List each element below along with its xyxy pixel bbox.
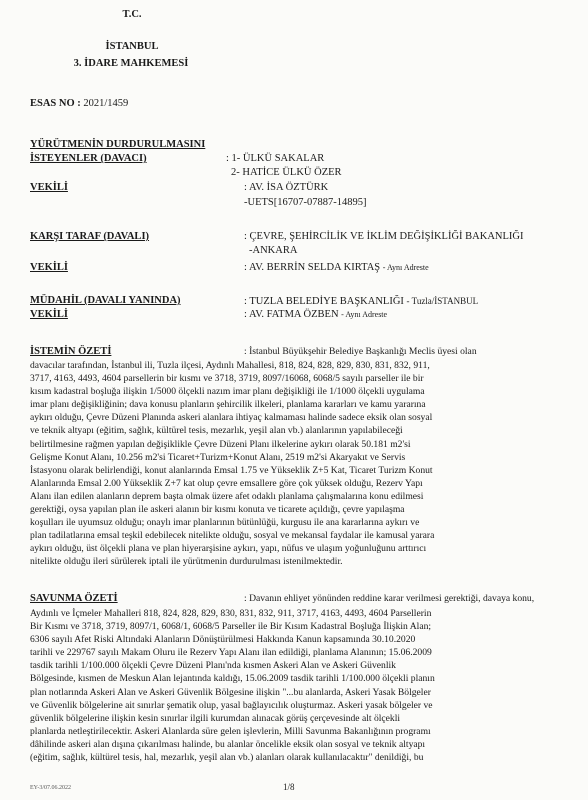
plaintiffs-label: İSTEYENLER (DAVACI) [30,153,147,164]
claim-summary-first-line: : İstanbul Büyükşehir Belediye Başkanlığı Meclis üyesi olan [244,346,477,357]
request-block [30,139,570,179]
claim-line: imar planı değişikliğinin; dava konusu planların şehircilik ilkeleri, planlama kararları ve kamu yararına [30,399,426,411]
intervenor-counsel-person: : AV. FATMA ÖZBEN [244,309,339,320]
intervenor-location: - Tuzla/İSTANBUL [406,296,479,306]
defense-line: (eğitim, sağlık, kültürel tesis, hal, mezarlık, yeşil alan vb.) alanları olarak kullanılacaktır" denildiği, bu [30,752,424,764]
claim-line: Gelişme Konut Alanı, 10.256 m2'si Ticaret+Turizm+Konut Alanı, 2519 m2'si Akaryakıt ve Servis [30,451,406,463]
defendant-city: -ANKARA [249,245,298,256]
defense-summary-first-line: : Davanın ehliyet yönünden reddine karar verilmesi gerektiği, davaya konu, [244,593,535,604]
defense-line: 6306 sayılı Afet Riski Altındaki Alanların Dönüştürülmesi Hakkında Kanun kapsamında 30.10.2020 [30,634,416,646]
defendant-name: : ÇEVRE, ŞEHİRCİLİK VE İKLİM DEĞİŞİKLİĞİ BAKANLIĞI [244,231,524,242]
intervenor-label: MÜDAHİL (DAVALI YANINDA) [30,295,181,306]
claim-line: aykırı olduğu, Çevre Düzeni Planında askeri alanlara ihtiyaç kalmaması halinde sadece eksik olan sosyal [30,412,433,424]
defense-line: ve Güvenlik bölgelerine ait sınırlar şematik olup, yasal bağlayıcılık oluşturmaz. Askeri yasak bölgeler ve [30,699,433,711]
defense-line: Bir Kısmı ve 3718, 3719, 8097/1, 6068/1, 6068/5 Parseller ile Bir Kısım Kadastral Boşluğa İlişkin Alan; [30,621,432,633]
plaintiff-counsel-label: VEKİLİ [30,182,68,193]
claim-line: belirtilmesine rağmen yapılan değişiklikle Çevre Düzeni Planı ilkelerine aykırı olarak 50.181 m2'si [30,438,411,450]
claim-line: davacılar tarafından, İstanbul ili, Tuzla ilçesi, Aydınlı Mahallesi, 818, 824, 828, 829, 830, 831, 832, 911, [30,360,430,371]
republic-heading: T.C. [122,9,142,20]
intervenor-block [30,295,570,325]
defense-line: Aydınlı ve İçmeler Mahalleri 818, 824, 828, 829, 830, 831, 832, 911, 3717, 4163, 4493, 4604 Parsellerin [30,608,432,619]
city-heading: İSTANBUL [105,41,159,52]
esas-value: 2021/1459 [83,98,129,109]
case-number [30,98,128,111]
defendant-counsel-person: : AV. BERRİN SELDA KIRTAŞ [244,262,381,273]
claim-line: gerektiği, oysa yapılan plan ile askeri alanın bir kısmı konuta ve ticarete açıldığı, çevre yapılaşma [30,504,405,516]
form-code: EY-3/07.06.2022 [30,785,71,791]
claim-line: İstasyonu olarak belirlendiği, konut alanlarında Emsal 1.75 ve Yükseklik Z+5 Kat, Ticaret Turizm Konut [30,464,433,476]
intervenor-counsel-note: - Aynı Adreste [341,310,388,319]
claim-line: Alanı ilan edilen alanların deprem başta olmak üzere afet odaklı planlama çalışmalarına konu edilmesi [30,490,424,502]
claim-summary-label: İSTEMİN ÖZETİ [30,346,112,357]
defense-summary-body [30,607,568,764]
claim-line: nitelikte olduğu ileri sürülerek iptali ile yürütmenin durdurulması istenilmektedir. [30,556,343,568]
defense-line: tarihli ve 229767 sayılı Makam Oluru ile Rezerv Yapı Alanı ilan edildiği, planlama Alanının; 15.06.2009 [30,647,432,659]
claim-line: ve teknik altyapı (eğitim, sağlık, kültürel tesis, mezarlık, yeşil alan vb.) alanlarının yapılabileceği [30,425,403,437]
defendant-counsel-label: VEKİLİ [30,262,68,273]
page-number: 1/8 [283,782,295,792]
claim-line: aykırı olduğu, üst ölçekli plana ve plan hiyerarşisine aykırı, yapı, nüfus ve ulaşım yoğunluğunu arttırıcı [30,543,427,555]
defense-line: güvenlik bölgelerine ilişkin kesin sınırlar ilgili kurumdan alınacak görüş çerçevesinde alt ölçekli [30,712,401,724]
claim-summary-body [30,359,568,569]
claim-line: 3717, 4163, 4493, 4604 parsellerin bir kısmı ve 3718, 3719, 8097/16068, 6068/5 sayılı parseller ile bir [30,373,424,385]
claim-line: kısım kadastral boşluğa ilişkin 1/5000 ölçekli nazım imar planı değişikliği ile 1/1000 ölçekli uygulama [30,386,425,398]
intervenor-name [244,295,478,309]
esas-label: ESAS NO : [30,98,81,109]
request-heading: YÜRÜTMENİN DURDURULMASINI [30,139,206,150]
defense-line: plan notlarında Askeri Alan ve Askeri Güvenlik Bölgesine ilişkin "...bu alanlarda, Askeri Yasak Bölgeler [30,686,431,698]
claim-line: Alanlarında Emsal 2.00 Yükseklik Z+7 kat olup çevre emsallere göre çok yüksek olduğu, Rezerv Yapı [30,477,423,489]
claim-line: plan tadilatlarına emsal teşkil edebilecek nitelikte olduğu, sosyal ve mekansal faydalar ile kamusal yarara [30,530,435,542]
plaintiff-1: : 1- ÜLKÜ SAKALAR [226,153,325,164]
claim-line: koşulları ile uyumsuz olduğu; onaylı imar planlarının bütünlüğü, kurgusu ile ana kararlarına aykırı ve [30,517,420,529]
court-heading: 3. İDARE MAHKEMESİ [73,58,189,69]
intervenor-counsel-name [244,309,387,322]
defense-line: dâhilinde askeri alan dışına çıkarılması halinde, bu alanlar öncelikle eksik olan sosyal ve teknik altyapı [30,738,426,750]
defendant-label: KARŞI TARAF (DAVALI) [30,231,150,242]
defense-line: tasdik tarihli 1/100.000 ölçekli Çevre Düzeni Planı'nda kısmen Askeri Alan ve Askeri Güvenlik [30,660,396,672]
plaintiff-2: 2- HATİCE ÜLKÜ ÖZER [231,167,342,178]
defendant-counsel-block [30,262,570,276]
defendant-counsel-note: - Aynı Adreste [382,263,429,272]
defense-line: planlarda netleştirilecektir. Askeri Alanlarda süre gelen işlevlerin, Milli Savunma Bakanlığının programı [30,725,431,737]
plaintiff-counsel-block [30,182,570,212]
intervenor-institution: : TUZLA BELEDİYE BAŞKANLIĞI [244,296,404,307]
defense-line: Bölgesinde, kısmen de Meskun Alan lejantında kaldığı, 15.06.2009 tasdik tarihli 1/100.000 ölçekli planın [30,673,435,685]
plaintiff-counsel-uets: -UETS[16707-07887-14895] [244,197,367,208]
plaintiff-counsel-name: : AV. İSA ÖZTÜRK [244,182,329,193]
intervenor-counsel-label: VEKİLİ [30,309,68,320]
defense-summary-label: SAVUNMA ÖZETİ [30,593,118,604]
defendant-block [30,231,570,261]
defendant-counsel-name [244,262,429,275]
